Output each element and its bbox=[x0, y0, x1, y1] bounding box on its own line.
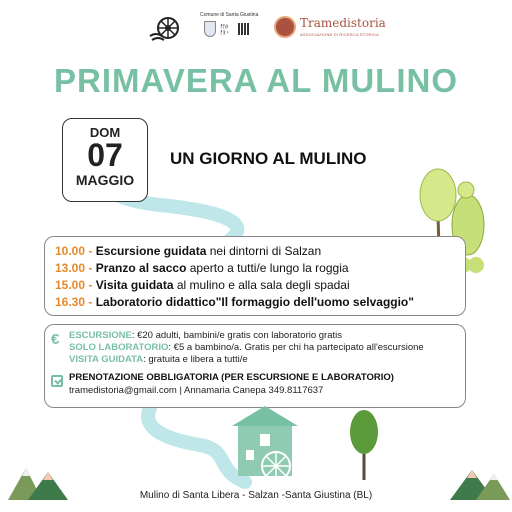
program-dash: - bbox=[85, 278, 96, 292]
price-text: : €20 adulti, bambini/e gratis con laboratorio gratis bbox=[131, 330, 343, 341]
page-title: PRIMAVERA AL MULINO bbox=[54, 62, 458, 99]
program-time: 16.30 bbox=[55, 295, 86, 309]
calendar-check-icon bbox=[51, 375, 63, 387]
program-dash: - bbox=[85, 261, 96, 275]
program-dash: - bbox=[85, 244, 96, 258]
tree-icon bbox=[346, 408, 382, 480]
program-time: 15.00 bbox=[55, 278, 86, 292]
price-row bbox=[69, 330, 457, 342]
price-label: VISITA GUIDATA bbox=[69, 354, 144, 365]
date-day: 07 bbox=[87, 137, 123, 173]
qr-code-icon bbox=[238, 23, 250, 35]
program-row bbox=[55, 260, 455, 277]
program-detail: al mulino e alla sala degli spadai bbox=[173, 278, 350, 292]
program-box bbox=[44, 236, 466, 316]
date-day-of-week: DOM bbox=[89, 125, 121, 140]
comune-mini-mark: ᚠᚢᚦ ᚨᚱᚲ bbox=[220, 24, 230, 36]
euro-icon: € bbox=[51, 331, 60, 348]
mill-illustration bbox=[228, 404, 302, 480]
price-label: SOLO LABORATORIO bbox=[69, 342, 169, 353]
event-subtitle: UN GIORNO AL MULINO bbox=[170, 149, 367, 168]
program-activity: Escursione guidata bbox=[95, 244, 207, 258]
logo-bar bbox=[0, 10, 512, 50]
tramedistoria-logo bbox=[274, 14, 386, 44]
mill-wheel-logo-icon bbox=[148, 12, 184, 44]
info-box bbox=[44, 324, 466, 408]
program-time: 13.00 bbox=[55, 261, 86, 275]
footer-location: Mulino di Santa Libera - Salzan -Santa Giustina (BL) bbox=[139, 490, 373, 501]
price-text: : €5 a bambino/a. Gratis per chi ha partecipato all'escursione bbox=[168, 342, 424, 353]
program-row bbox=[55, 294, 455, 311]
program-activity: Laboratorio didattico"Il formaggio dell'uomo selvaggio" bbox=[95, 295, 414, 309]
program-time: 10.00 bbox=[55, 244, 86, 258]
coat-of-arms-icon bbox=[204, 21, 216, 37]
booking-contact[interactable]: tramedistoria@gmail.com | Annamaria Canepa 349.8117637 bbox=[69, 385, 324, 396]
program-detail: nei dintorni di Salzan bbox=[206, 244, 322, 258]
booking-title: PRENOTAZIONE OBBLIGATORIA (PER ESCURSIONE E LABORATORIO) bbox=[69, 372, 394, 383]
program-activity: Visita guidata bbox=[95, 278, 174, 292]
tramedistoria-subtitle: ASSOCIAZIONE DI RICERCA STORICA bbox=[300, 32, 380, 37]
program-detail: aperto a tutti/e lungo la roggia bbox=[186, 261, 349, 275]
date-box bbox=[62, 118, 148, 202]
price-row bbox=[69, 354, 457, 366]
program-row bbox=[55, 243, 455, 260]
price-row bbox=[69, 342, 457, 354]
comune-name: Comune di Santa Giustina bbox=[200, 12, 259, 18]
program-dash: - bbox=[85, 295, 96, 309]
tramedistoria-name: Tramedistoria bbox=[300, 16, 386, 30]
tramedistoria-emblem-icon bbox=[274, 16, 296, 38]
program-row bbox=[55, 277, 455, 294]
program-activity: Pranzo al sacco bbox=[95, 261, 187, 275]
comune-logo bbox=[196, 12, 259, 48]
date-month: MAGGIO bbox=[75, 172, 135, 188]
price-text: : gratuita e libera a tutti/e bbox=[143, 354, 248, 365]
price-label: ESCURSIONE bbox=[69, 330, 132, 341]
